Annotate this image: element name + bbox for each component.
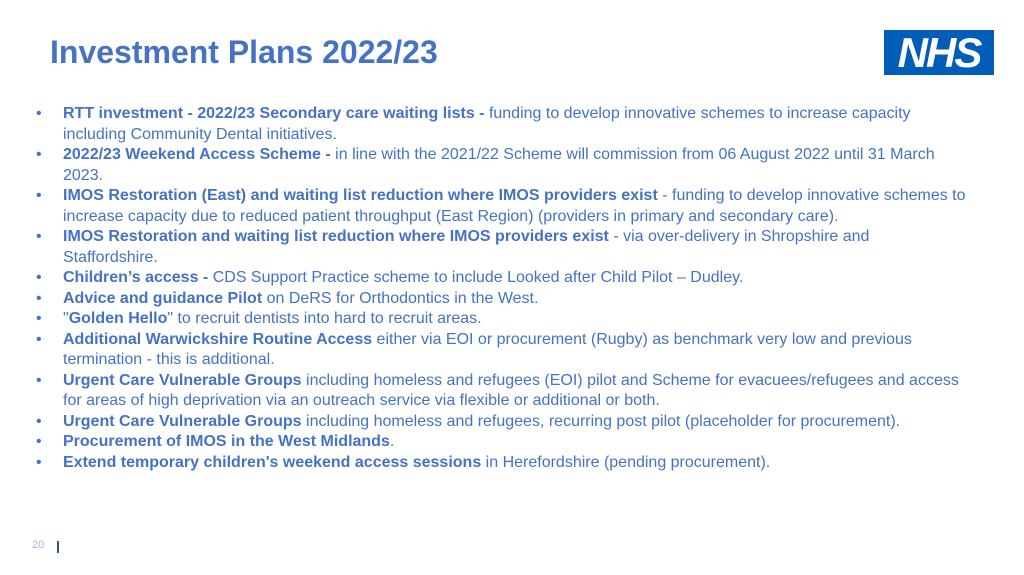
bullet-item xyxy=(36,412,966,433)
bullet-prefix: " xyxy=(63,310,69,327)
bullet-bold-text: Urgent Care Vulnerable Groups xyxy=(63,412,302,430)
investment-bullet-list xyxy=(36,104,966,473)
bullet-text: CDS Support Practice scheme to include Looked after Child Pilot – Dudley. xyxy=(212,269,744,286)
bullet-dot-icon: • xyxy=(36,330,42,348)
bullet-text: either via EOI or procurement (Rugby) as benchmark very low and previous termination - this is additional. xyxy=(63,330,912,368)
bullet-bold-text: Advice and guidance Pilot xyxy=(63,289,263,307)
bullet-dot-icon: • xyxy=(36,187,42,204)
bullet-dot-icon: • xyxy=(36,433,42,450)
bullet-item xyxy=(36,268,966,289)
bullet-bold-text: RTT investment - 2022/23 Secondary care waiting lists - xyxy=(63,105,489,122)
footer-divider xyxy=(57,541,59,553)
bullet-dot-icon: • xyxy=(36,269,42,286)
bullet-text: - funding to develop innovative schemes to increase capacity due to reduced patient throughput (East Region) (providers in primary and secondary care). xyxy=(63,187,966,225)
bullet-item xyxy=(36,186,966,227)
bullet-text: including homeless and refugees (EOI) pilot and Scheme for evacuees/refugees and access for areas of high deprivation via an outreach service via flexible or additional or both. xyxy=(63,371,959,409)
bullet-item xyxy=(36,104,966,145)
page-number: 20 xyxy=(32,539,45,551)
bullet-dot-icon: • xyxy=(36,228,42,245)
bullet-item xyxy=(36,309,966,330)
bullet-text: in line with the 2021/22 Scheme will commission from 06 August 2022 until 31 March 2023. xyxy=(63,146,935,184)
bullet-item xyxy=(36,330,966,371)
bullet-bold-text: 2022/23 Weekend Access Scheme - xyxy=(63,146,336,163)
bullet-bold-text: Children’s access - xyxy=(63,269,213,286)
slide-title: Investment Plans 2022/23 xyxy=(50,34,438,70)
bullet-item xyxy=(36,453,966,474)
nhs-logo-text: NHS xyxy=(897,28,981,76)
bullet-item xyxy=(36,227,966,268)
bullet-bold-text: IMOS Restoration and waiting list reduction where IMOS providers exist xyxy=(63,228,609,245)
bullet-bold-text: Urgent Care Vulnerable Groups xyxy=(63,371,302,389)
bullet-dot-icon: • xyxy=(36,310,42,327)
bullet-dot-icon: • xyxy=(36,146,42,163)
bullet-dot-icon: • xyxy=(36,453,42,471)
bullet-dot-icon: • xyxy=(36,371,42,389)
bullet-dot-icon: • xyxy=(36,289,42,307)
bullet-dot-icon: • xyxy=(36,412,42,430)
bullet-bold-text: Procurement of IMOS in the West Midlands xyxy=(63,433,390,450)
bullet-text: on DeRS for Orthodontics in the West. xyxy=(262,289,539,307)
bullet-text: . xyxy=(389,433,395,450)
bullet-bold-text: IMOS Restoration (East) and waiting list reduction where IMOS providers exist xyxy=(63,187,658,204)
nhs-logo xyxy=(884,30,994,75)
bullet-bold-text: Golden Hello xyxy=(68,310,168,327)
bullet-text: funding to develop innovative schemes to increase capacity including Community Dental initiatives. xyxy=(63,105,911,143)
bullet-item xyxy=(36,145,966,186)
bullet-item xyxy=(36,289,966,310)
bullet-text: in Herefordshire (pending procurement). xyxy=(481,453,771,471)
bullet-bold-text: Extend temporary children's weekend access sessions xyxy=(63,453,482,471)
bullet-text: including homeless and refugees, recurring post pilot (placeholder for procurement). xyxy=(301,412,901,430)
bullet-dot-icon: • xyxy=(36,105,42,122)
bullet-item xyxy=(36,432,966,453)
bullet-bold-text: Additional Warwickshire Routine Access xyxy=(63,330,373,348)
bullet-text: " to recruit dentists into hard to recruit areas. xyxy=(167,310,482,327)
bullet-text: - via over-delivery in Shropshire and Staffordshire. xyxy=(63,228,870,266)
bullet-item xyxy=(36,371,966,412)
